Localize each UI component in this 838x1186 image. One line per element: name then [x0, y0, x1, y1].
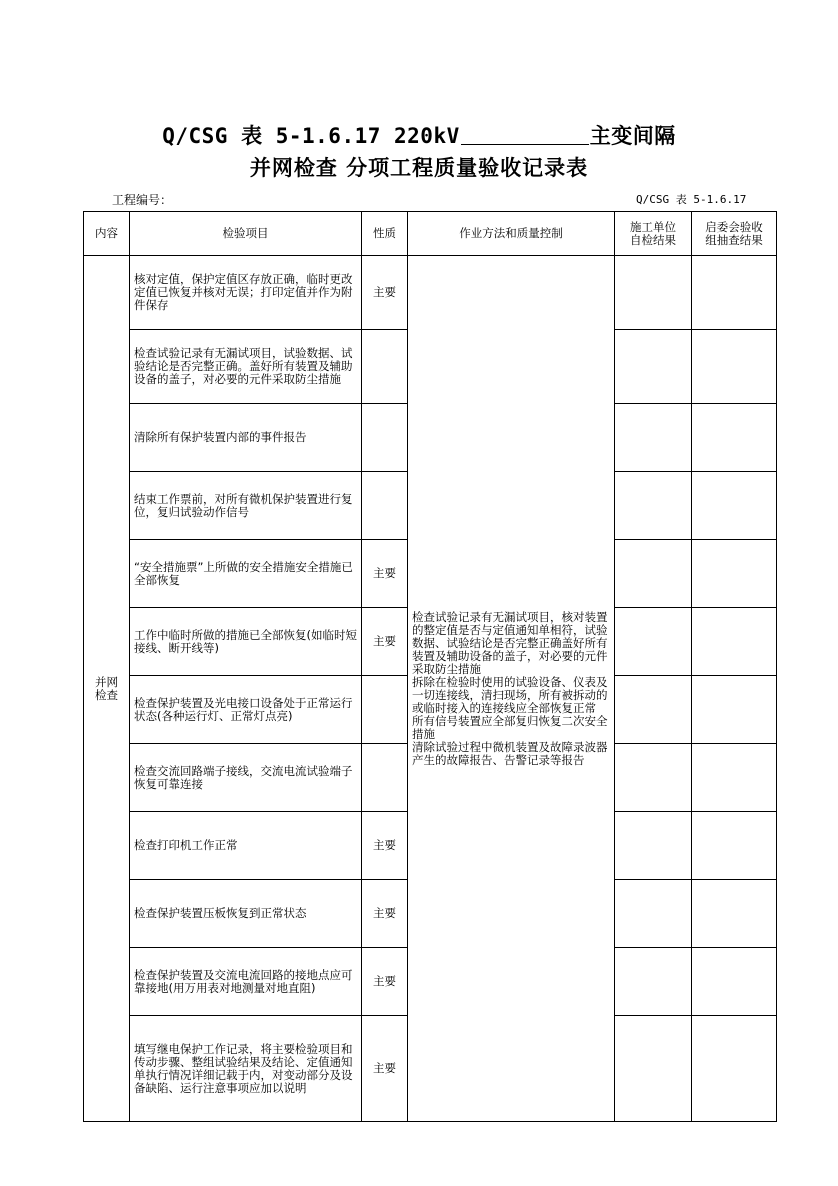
self-check-cell[interactable]: [615, 256, 692, 330]
item-cell: 核对定值，保护定值区存放正确，临时更改定值已恢复并核对无误；打印定值并作为附件保存: [130, 256, 362, 330]
self-check-cell[interactable]: [615, 330, 692, 404]
committee-check-cell[interactable]: [692, 880, 777, 948]
item-cell: “安全措施票”上所做的安全措施安全措施已全部恢复: [130, 540, 362, 608]
col-header-method: 作业方法和质量控制: [408, 212, 615, 256]
nature-cell: 主要: [362, 948, 408, 1016]
committee-check-cell[interactable]: [692, 330, 777, 404]
title-blank-line: [461, 126, 589, 145]
nature-cell: [362, 744, 408, 812]
self-check-cell[interactable]: [615, 948, 692, 1016]
self-check-cell[interactable]: [615, 744, 692, 812]
col-header-item: 检验项目: [130, 212, 362, 256]
item-cell: 工作中临时所做的措施已全部恢复(如临时短接线、断开线等): [130, 608, 362, 676]
committee-check-cell[interactable]: [692, 256, 777, 330]
table-row: [84, 256, 777, 330]
self-check-cell[interactable]: [615, 812, 692, 880]
item-cell: 检查保护装置压板恢复到正常状态: [130, 880, 362, 948]
nature-cell: 主要: [362, 256, 408, 330]
item-cell: 检查交流回路端子接线，交流电流试验端子恢复可靠连接: [130, 744, 362, 812]
method-line: 检查试验记录有无漏试项目，核对装置的整定值是否与定值通知单相符，试验数据、试验结论是否完整正确盖好所有装置及辅助设备的盖子，对必要的元件采取防尘措施: [412, 609, 608, 676]
item-cell: 结束工作票前，对所有微机保护装置进行复位，复归试验动作信号: [130, 472, 362, 540]
item-cell: 清除所有保护装置内部的事件报告: [130, 404, 362, 472]
method-cell: [408, 256, 615, 1122]
item-cell: 检查打印机工作正常: [130, 812, 362, 880]
self-check-cell[interactable]: [615, 472, 692, 540]
col-header-committee-check: 启委会验收组抽查结果: [692, 212, 777, 256]
committee-check-cell[interactable]: [692, 744, 777, 812]
nature-cell: 主要: [362, 1016, 408, 1122]
method-line: 所有信号装置应全部复归恢复二次安全措施: [412, 713, 608, 741]
nature-cell: [362, 404, 408, 472]
table-header-row: [84, 212, 777, 256]
form-title-line2: 并网检查 分项工程质量验收记录表: [249, 156, 589, 180]
project-number-label: 工程编号：: [112, 193, 173, 207]
committee-check-cell[interactable]: [692, 1016, 777, 1122]
form-code: Q/CSG 表 5-1.6.17: [636, 193, 747, 206]
item-cell: 填写继电保护工作记录，将主要检验项目和传动步骤、整组试验结果及结论、定值通知单执行情况详细记载于内，对变动部分及设备缺陷、运行注意事项应加以说明: [130, 1016, 362, 1122]
self-check-cell[interactable]: [615, 404, 692, 472]
method-line: 拆除在检验时使用的试验设备、仪表及一切连接线，清扫现场，所有被拆动的或临时接入的连接线应全部恢复正常: [412, 674, 608, 715]
self-check-cell[interactable]: [615, 1016, 692, 1122]
col-header-content: 内容: [84, 212, 130, 256]
committee-check-cell[interactable]: [692, 540, 777, 608]
nature-cell: 主要: [362, 812, 408, 880]
nature-cell: [362, 676, 408, 744]
col-header-nature: 性质: [362, 212, 408, 256]
committee-check-cell[interactable]: [692, 676, 777, 744]
committee-check-cell[interactable]: [692, 404, 777, 472]
item-cell: 检查保护装置及光电接口设备处于正常运行状态(各种运行灯、正常灯点亮): [130, 676, 362, 744]
committee-check-cell[interactable]: [692, 472, 777, 540]
form-title-line1: [0, 120, 838, 150]
item-cell: 检查保护装置及交流电流回路的接地点应可靠接地(用万用表对地测量对地直阻): [130, 948, 362, 1016]
nature-cell: 主要: [362, 608, 408, 676]
nature-cell: [362, 330, 408, 404]
item-cell: 检查试验记录有无漏试项目，试验数据、试验结论是否完整正确。盖好所有装置及辅助设备的盖子，对必要的元件采取防尘措施: [130, 330, 362, 404]
committee-check-cell[interactable]: [692, 812, 777, 880]
nature-cell: 主要: [362, 880, 408, 948]
self-check-cell[interactable]: [615, 880, 692, 948]
category-cell: 并网检查: [84, 256, 130, 1122]
self-check-cell[interactable]: [615, 608, 692, 676]
self-check-cell[interactable]: [615, 676, 692, 744]
col-header-self-check: 施工单位自检结果: [615, 212, 692, 256]
title-suffix: 主变间隔: [589, 124, 676, 148]
committee-check-cell[interactable]: [692, 948, 777, 1016]
inspection-table: [83, 211, 777, 1122]
committee-check-cell[interactable]: [692, 608, 777, 676]
self-check-cell[interactable]: [615, 540, 692, 608]
method-line: 清除试验过程中微机装置及故障录波器产生的故障报告、告警记录等报告: [412, 739, 608, 767]
nature-cell: 主要: [362, 540, 408, 608]
nature-cell: [362, 472, 408, 540]
title-prefix: Q/CSG 表 5-1.6.17 220kV: [162, 124, 460, 148]
